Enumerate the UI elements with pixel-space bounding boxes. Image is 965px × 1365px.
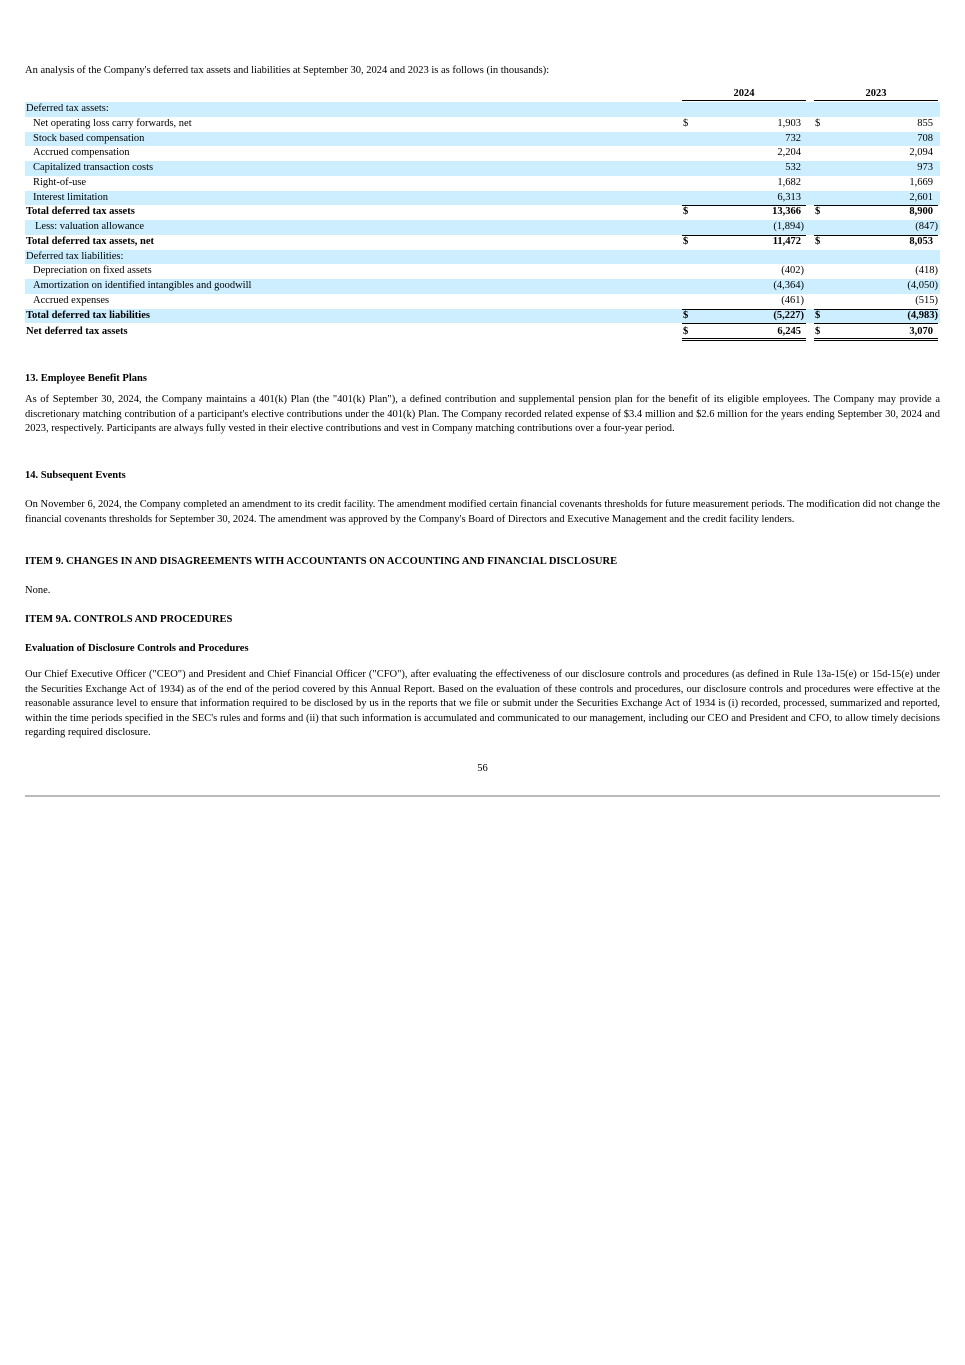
table-row-total xyxy=(25,235,940,250)
value-2024: 11,472 xyxy=(772,235,801,247)
paragraph-disclosure-controls: Our Chief Executive Officer ("CEO") and President and Chief Financial Officer ("CFO"), after evaluating the effectiveness of our disclosure controls and procedures (as defined in Rule 13a-15(e) or 15d-15(e) under the Securities Exchange Act of 1934) as of the end of the period covered by this Annual Report. Based on the evaluation of these controls and procedures, our disclosure controls and procedures were effective at the reasonable assurance level to ensure that information required to be disclosed by us in the reports that we file or submit under the Securities Exchange Act of 1934 is (i) recorded, processed, summarized and reported, within the time periods specified in the SEC's rules and forms and (ii) that such information is accumulated and communicated to our management, including our CEO and President and CFO, to allow timely decisions regarding required disclosure. xyxy=(25,669,940,738)
item-9a-heading: ITEM 9A. CONTROLS AND PROCEDURES xyxy=(25,614,233,625)
currency-2023: $ xyxy=(815,235,821,247)
row-label: Deferred tax assets: xyxy=(26,103,109,114)
currency-2023: $ xyxy=(815,326,821,338)
value-2023: 2,094 xyxy=(909,147,933,159)
value-2023: 1,669 xyxy=(909,176,933,188)
table-row-total xyxy=(25,309,940,324)
table-row xyxy=(25,294,940,309)
row-label: Amortization on identified intangibles and goodwill xyxy=(33,280,252,291)
item-9-text: None. xyxy=(25,585,51,596)
currency-2024: $ xyxy=(683,117,689,129)
value-2024: 1,682 xyxy=(777,176,801,188)
value-2024: 732 xyxy=(785,132,801,144)
row-label: Right-of-use xyxy=(33,176,87,188)
row-label: Stock based compensation xyxy=(33,132,145,144)
value-2024: (1,894) xyxy=(773,221,804,232)
value-2024: 13,366 xyxy=(772,206,801,218)
table-row xyxy=(25,102,940,117)
currency-2023: $ xyxy=(815,117,821,129)
value-2023: 708 xyxy=(917,132,933,144)
column-header-2024: 2024 xyxy=(682,87,806,101)
value-2023: 855 xyxy=(917,117,933,129)
table-row xyxy=(25,264,940,279)
table-row xyxy=(25,176,940,191)
paragraph-employee-benefit-plans: As of September 30, 2024, the Company maintains a 401(k) Plan (the "401(k) Plan"), a defined contribution and supplemental pension plan for the benefit of its eligible employees. The Company may provide a discretionary matching contribution of a participant's elective contributions under the 401(k) Plan. The Company recorded related expense of $3.4 million and $2.6 million for the years ending September 30, 2024 and 2023, respectively. Participants are always fully vested in their elective contributions and vest in Company matching contributions over a four-year period. xyxy=(25,394,940,434)
table-intro: An analysis of the Company's deferred tax assets and liabilities at September 30, 2024 and 2023 is as follows (in thousands): xyxy=(25,65,550,76)
currency-2024: $ xyxy=(683,235,689,247)
value-2023: 8,900 xyxy=(909,206,933,218)
value-2024: 532 xyxy=(785,162,801,173)
row-label: Deferred tax liabilities: xyxy=(26,250,124,262)
value-2024: (5,227) xyxy=(773,309,804,321)
value-2023: 2,601 xyxy=(909,191,933,203)
row-label: Capitalized transaction costs xyxy=(33,162,154,173)
row-label: Less: valuation allowance xyxy=(35,221,145,232)
table-row-total xyxy=(25,205,940,220)
value-2024: 1,903 xyxy=(777,117,801,129)
table-row-net xyxy=(25,323,940,340)
page-divider xyxy=(25,795,940,797)
table-row xyxy=(25,146,940,161)
paragraph-subsequent-events: On November 6, 2024, the Company completed an amendment to its credit facility. The amendment modified certain financial covenants thresholds for future measurement periods. The modification did not change the financial covenants thresholds for September 30, 2024. The amendment was approved by the Company's Board of Directors and Executive Management and the credit facility lenders. xyxy=(25,499,940,525)
row-label: Accrued expenses xyxy=(33,294,110,306)
value-2023: 973 xyxy=(917,162,933,173)
value-2023: (4,983) xyxy=(907,309,938,321)
row-label: Total deferred tax assets, net xyxy=(26,235,155,247)
value-2023: (847) xyxy=(915,221,938,232)
value-2024: 6,245 xyxy=(777,326,801,338)
currency-2024: $ xyxy=(683,309,689,321)
table-row xyxy=(25,250,940,265)
value-2024: (4,364) xyxy=(773,280,804,291)
table-header xyxy=(25,87,940,101)
table-row xyxy=(25,161,940,176)
value-2024: 2,204 xyxy=(777,147,801,159)
row-label: Total deferred tax liabilities xyxy=(26,309,150,321)
currency-2023: $ xyxy=(815,309,821,321)
row-label: Net operating loss carry forwards, net xyxy=(33,117,192,129)
table-row xyxy=(25,117,940,132)
value-2023: (4,050) xyxy=(907,280,938,291)
value-2024: (461) xyxy=(781,294,804,306)
page-number: 56 xyxy=(477,763,488,774)
currency-2024: $ xyxy=(683,206,689,218)
table-row xyxy=(25,132,940,147)
value-2023: 3,070 xyxy=(909,326,933,338)
item-9-heading: ITEM 9. CHANGES IN AND DISAGREEMENTS WITH ACCOUNTANTS ON ACCOUNTING AND FINANCIAL DISCLOSURE xyxy=(25,556,618,567)
value-2023: 8,053 xyxy=(909,235,933,247)
row-label: Net deferred tax assets xyxy=(26,326,128,338)
currency-2023: $ xyxy=(815,206,821,218)
deferred-tax-table xyxy=(25,87,940,340)
row-label: Total deferred tax assets xyxy=(26,206,135,218)
item-9a-subheading: Evaluation of Disclosure Controls and Procedures xyxy=(25,643,249,654)
value-2023: (515) xyxy=(915,294,938,306)
currency-2024: $ xyxy=(683,326,689,338)
value-2023: (418) xyxy=(915,265,938,277)
row-label: Interest limitation xyxy=(33,191,108,203)
table-row xyxy=(25,220,940,235)
row-label: Depreciation on fixed assets xyxy=(33,265,152,277)
section-heading-subsequent-events: 14. Subsequent Events xyxy=(25,470,126,481)
row-label: Accrued compensation xyxy=(33,147,130,159)
table-row xyxy=(25,191,940,206)
section-heading-employee-benefit-plans: 13. Employee Benefit Plans xyxy=(25,373,147,384)
value-2024: (402) xyxy=(781,265,804,277)
column-header-2023: 2023 xyxy=(814,87,938,101)
value-2024: 6,313 xyxy=(777,191,801,203)
table-row xyxy=(25,279,940,294)
